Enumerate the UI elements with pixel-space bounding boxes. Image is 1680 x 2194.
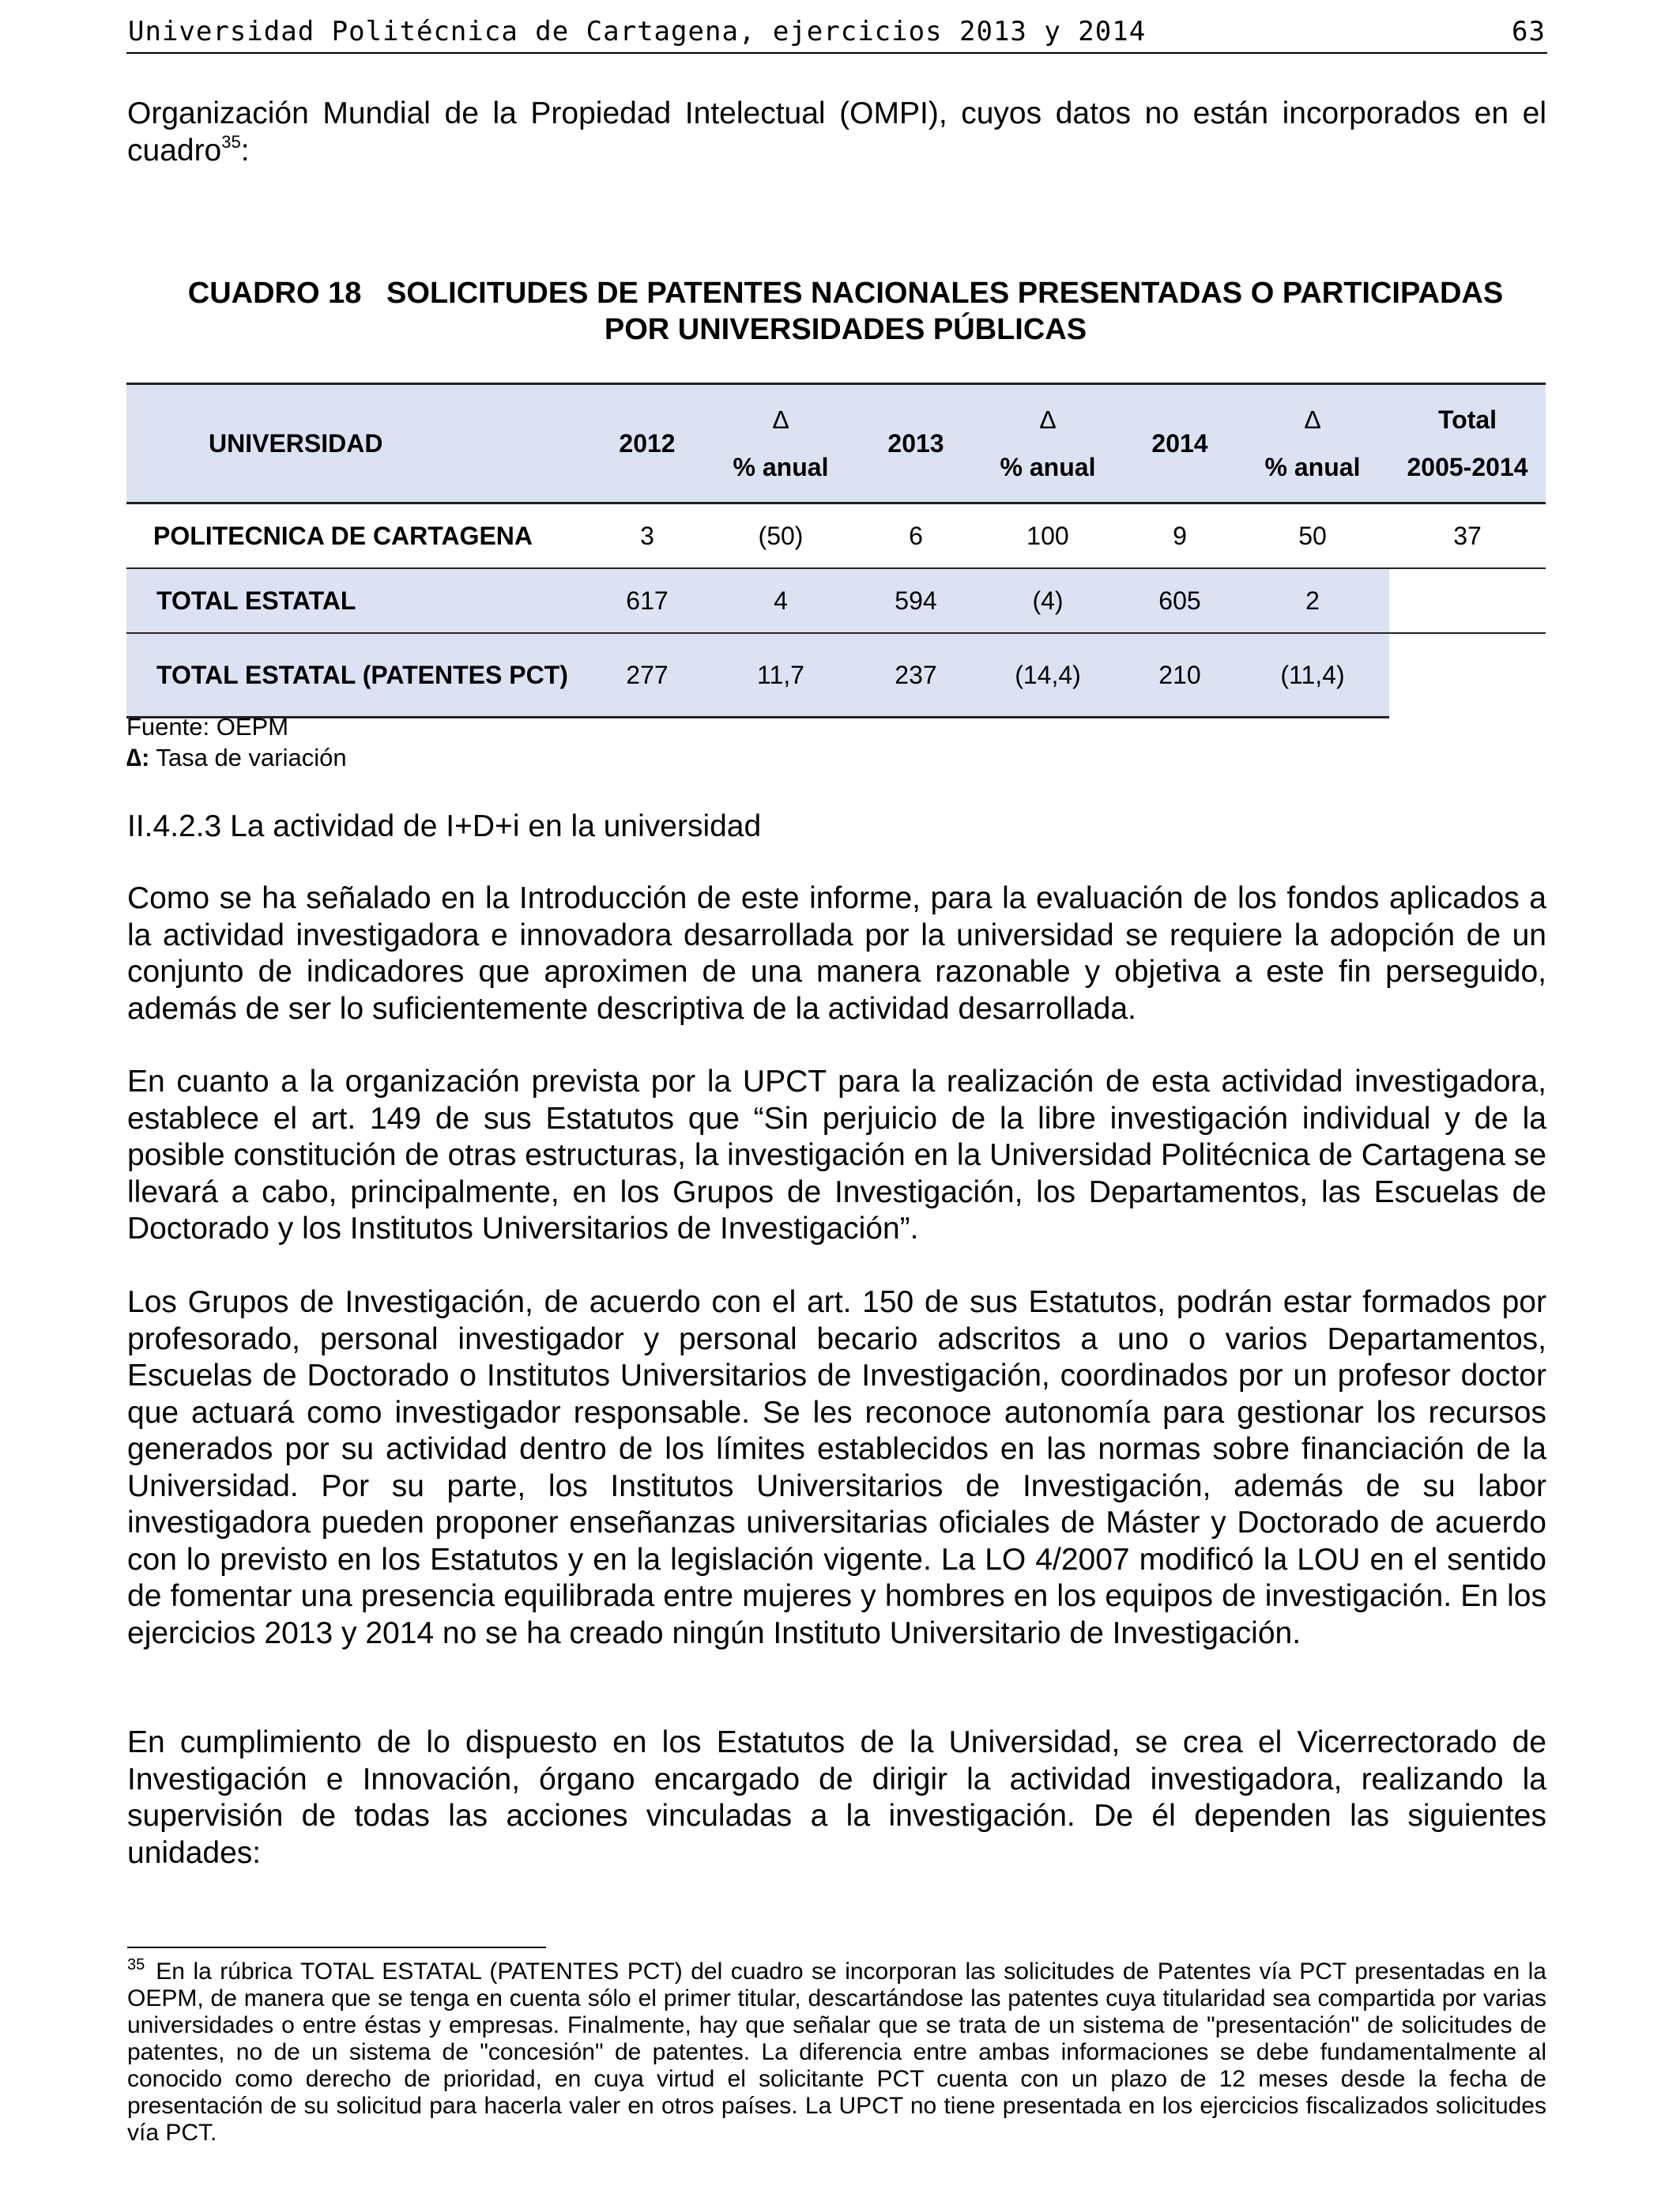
row-label: POLITECNICA DE CARTAGENA bbox=[126, 503, 593, 569]
pct-anual-label: % anual bbox=[733, 453, 829, 481]
delta-legend bbox=[126, 742, 347, 773]
footnote-number: 35 bbox=[127, 1956, 145, 1973]
table-title-line-1: CUADRO 18 SOLICITUDES DE PATENTES NACIONALES PRESENTADAS O PARTICIPADAS bbox=[187, 277, 1504, 310]
delta-icon: ∆ bbox=[1305, 405, 1320, 434]
section-heading: II.4.2.3 La actividad de I+D+i en la universidad bbox=[127, 809, 762, 843]
cell-2013: 6 bbox=[860, 503, 972, 569]
patents-table bbox=[126, 383, 1546, 718]
cell-delta-2014: (14,4) bbox=[972, 633, 1124, 718]
col-header-delta-2014 bbox=[972, 384, 1124, 503]
footnote-ref[interactable]: 35 bbox=[221, 132, 241, 152]
cell-2012: 617 bbox=[593, 568, 702, 633]
running-header bbox=[126, 14, 1547, 54]
col-header-delta-last bbox=[1236, 384, 1389, 503]
body-paragraph: Los Grupos de Investigación, de acuerdo con el art. 150 de sus Estatutos, podrán estar formados por profesorado, personal investigador y personal becario adscritos a uno o varios Departamentos, Escuelas de Doctorado o Institutos Universitarios de Investigación, coordinados por un profesor doctor que actuará como investigador responsable. Se les reconoce autonomía para gestionar los recursos generados por su actividad dentro de los límites establecidos en las normas sobre financiación de la Universidad. Por su parte, los Institutos Universitarios de Investigación, además de su labor investigadora pueden proponer enseñanzas universitarias oficiales de Máster y Doctorado de acuerdo con lo previsto en los Estatutos y en la legislación vigente. La LO 4/2007 modificó la LOU en el sentido de fomentar una presencia equilibrada entre mujeres y hombres en los equipos de investigación. En los ejercicios 2013 y 2014 no se ha creado ningún Instituto Universitario de Investigación. bbox=[127, 1285, 1546, 1650]
cell-delta-2013: 11,7 bbox=[702, 633, 860, 718]
cell-2014: 9 bbox=[1124, 503, 1236, 569]
cell-delta-2014: 100 bbox=[972, 503, 1124, 569]
lead-paragraph bbox=[127, 95, 1546, 169]
cell-total bbox=[1389, 633, 1546, 718]
page-number: 63 bbox=[1512, 16, 1546, 47]
footnote bbox=[127, 1958, 1546, 2147]
table-header-row bbox=[126, 384, 1546, 503]
body-paragraph: Como se ha señalado en la Introducción de este informe, para la evaluación de los fondos aplicados a la actividad investigadora e innovadora desarrollada por la universidad se requiere la adopción de un conjunto de indicadores que aproximen de una manera razonable y objetiva a este fin perseguido, además de ser lo suficientemente descriptiva de la actividad desarrollada. bbox=[127, 881, 1546, 1026]
col-header-universidad: UNIVERSIDAD bbox=[126, 384, 593, 503]
pct-anual-label: % anual bbox=[1000, 453, 1096, 481]
body-paragraph: En cuanto a la organización prevista por la UPCT para la realización de esta actividad investigadora, establece el art. 149 de sus Estatutos que “Sin perjuicio de la libre investigación individual y de la posible constitución de otras estructuras, la investigación en la Universidad Politécnica de Cartagena se llevará a cabo, principalmente, en los Grupos de Investigación, los Departamentos, las Escuelas de Doctorado y los Institutos Universitarios de Investigación”. bbox=[127, 1065, 1546, 1246]
table-row bbox=[126, 568, 1546, 633]
footnote-divider bbox=[127, 1947, 546, 1948]
body-paragraph: En cumplimiento de lo dispuesto en los Estatutos de la Universidad, se crea el Vicerrectorado de Investigación e Innovación, órgano encargado de dirigir la actividad investigadora, realizando la supervisión de todas las acciones vinculadas a la investigación. De él dependen las siguientes unidades: bbox=[127, 1725, 1546, 1870]
cell-delta-2013: (50) bbox=[702, 503, 860, 569]
cell-2013: 594 bbox=[860, 568, 972, 633]
total-label-line-2: 2005-2014 bbox=[1407, 453, 1528, 481]
pct-anual-label: % anual bbox=[1264, 453, 1361, 481]
col-header-2014: 2014 bbox=[1124, 384, 1236, 503]
cell-2012: 277 bbox=[593, 633, 702, 718]
cell-2013: 237 bbox=[860, 633, 972, 718]
header-title: Universidad Politécnica de Cartagena, ejercicios 2013 y 2014 bbox=[128, 16, 1147, 47]
cell-2014: 210 bbox=[1124, 633, 1236, 718]
table-title bbox=[111, 275, 1580, 348]
delta-legend-symbol: ∆: bbox=[126, 744, 150, 771]
lead-text: Organización Mundial de la Propiedad Intelectual (OMPI), cuyos datos no están incorporados en el cuadro bbox=[127, 96, 1546, 168]
delta-legend-text: Tasa de variación bbox=[149, 744, 347, 771]
table-source: Fuente: OEPM bbox=[126, 713, 289, 741]
cell-delta-last: (11,4) bbox=[1236, 633, 1389, 718]
row-label: TOTAL ESTATAL (PATENTES PCT) bbox=[126, 633, 593, 718]
lead-tail: : bbox=[240, 134, 250, 168]
cell-total: 37 bbox=[1389, 503, 1546, 569]
total-label-line-1: Total bbox=[1437, 405, 1497, 434]
col-header-2013: 2013 bbox=[860, 384, 972, 503]
cell-delta-2014: (4) bbox=[972, 568, 1124, 633]
footnote-text: En la rúbrica TOTAL ESTATAL (PATENTES PCT) del cuadro se incorporan las solicitudes de Patentes vía PCT presentadas en la OEPM, de manera que se tenga en cuenta sólo el primer titular, descartándose las patentes cuya titularidad sea compartida por varias universidades o entre éstas y empresas. Finalmente, hay que señalar que se trata de un sistema de "presentación" de solicitudes de patentes, no de un sistema de "concesión" de patentes. La diferencia entre ambas informaciones se debe fundamentalmente al conocido como derecho de prioridad, en cuya virtud el solicitante PCT cuenta con un plazo de 12 meses desde la fecha de presentación de su solicitud para hacerla valer en otros países. La UPCT no tiene presentada en los ejercicios fiscalizados solicitudes vía PCT. bbox=[127, 1958, 1546, 2146]
col-header-2012: 2012 bbox=[593, 384, 702, 503]
cell-delta-last: 2 bbox=[1236, 568, 1389, 633]
table-notes bbox=[126, 711, 347, 773]
table-title-line-2: POR UNIVERSIDADES PÚBLICAS bbox=[604, 313, 1087, 346]
cell-delta-2013: 4 bbox=[702, 568, 860, 633]
cell-2012: 3 bbox=[593, 503, 702, 569]
col-header-delta-2013 bbox=[702, 384, 860, 503]
cell-delta-last: 50 bbox=[1236, 503, 1389, 569]
table-row bbox=[126, 633, 1546, 718]
table-row bbox=[126, 503, 1546, 569]
delta-icon: ∆ bbox=[773, 405, 789, 434]
cell-total bbox=[1389, 568, 1546, 633]
row-label: TOTAL ESTATAL bbox=[126, 568, 593, 633]
cell-2014: 605 bbox=[1124, 568, 1236, 633]
delta-icon: ∆ bbox=[1040, 405, 1056, 434]
col-header-total bbox=[1389, 384, 1546, 503]
